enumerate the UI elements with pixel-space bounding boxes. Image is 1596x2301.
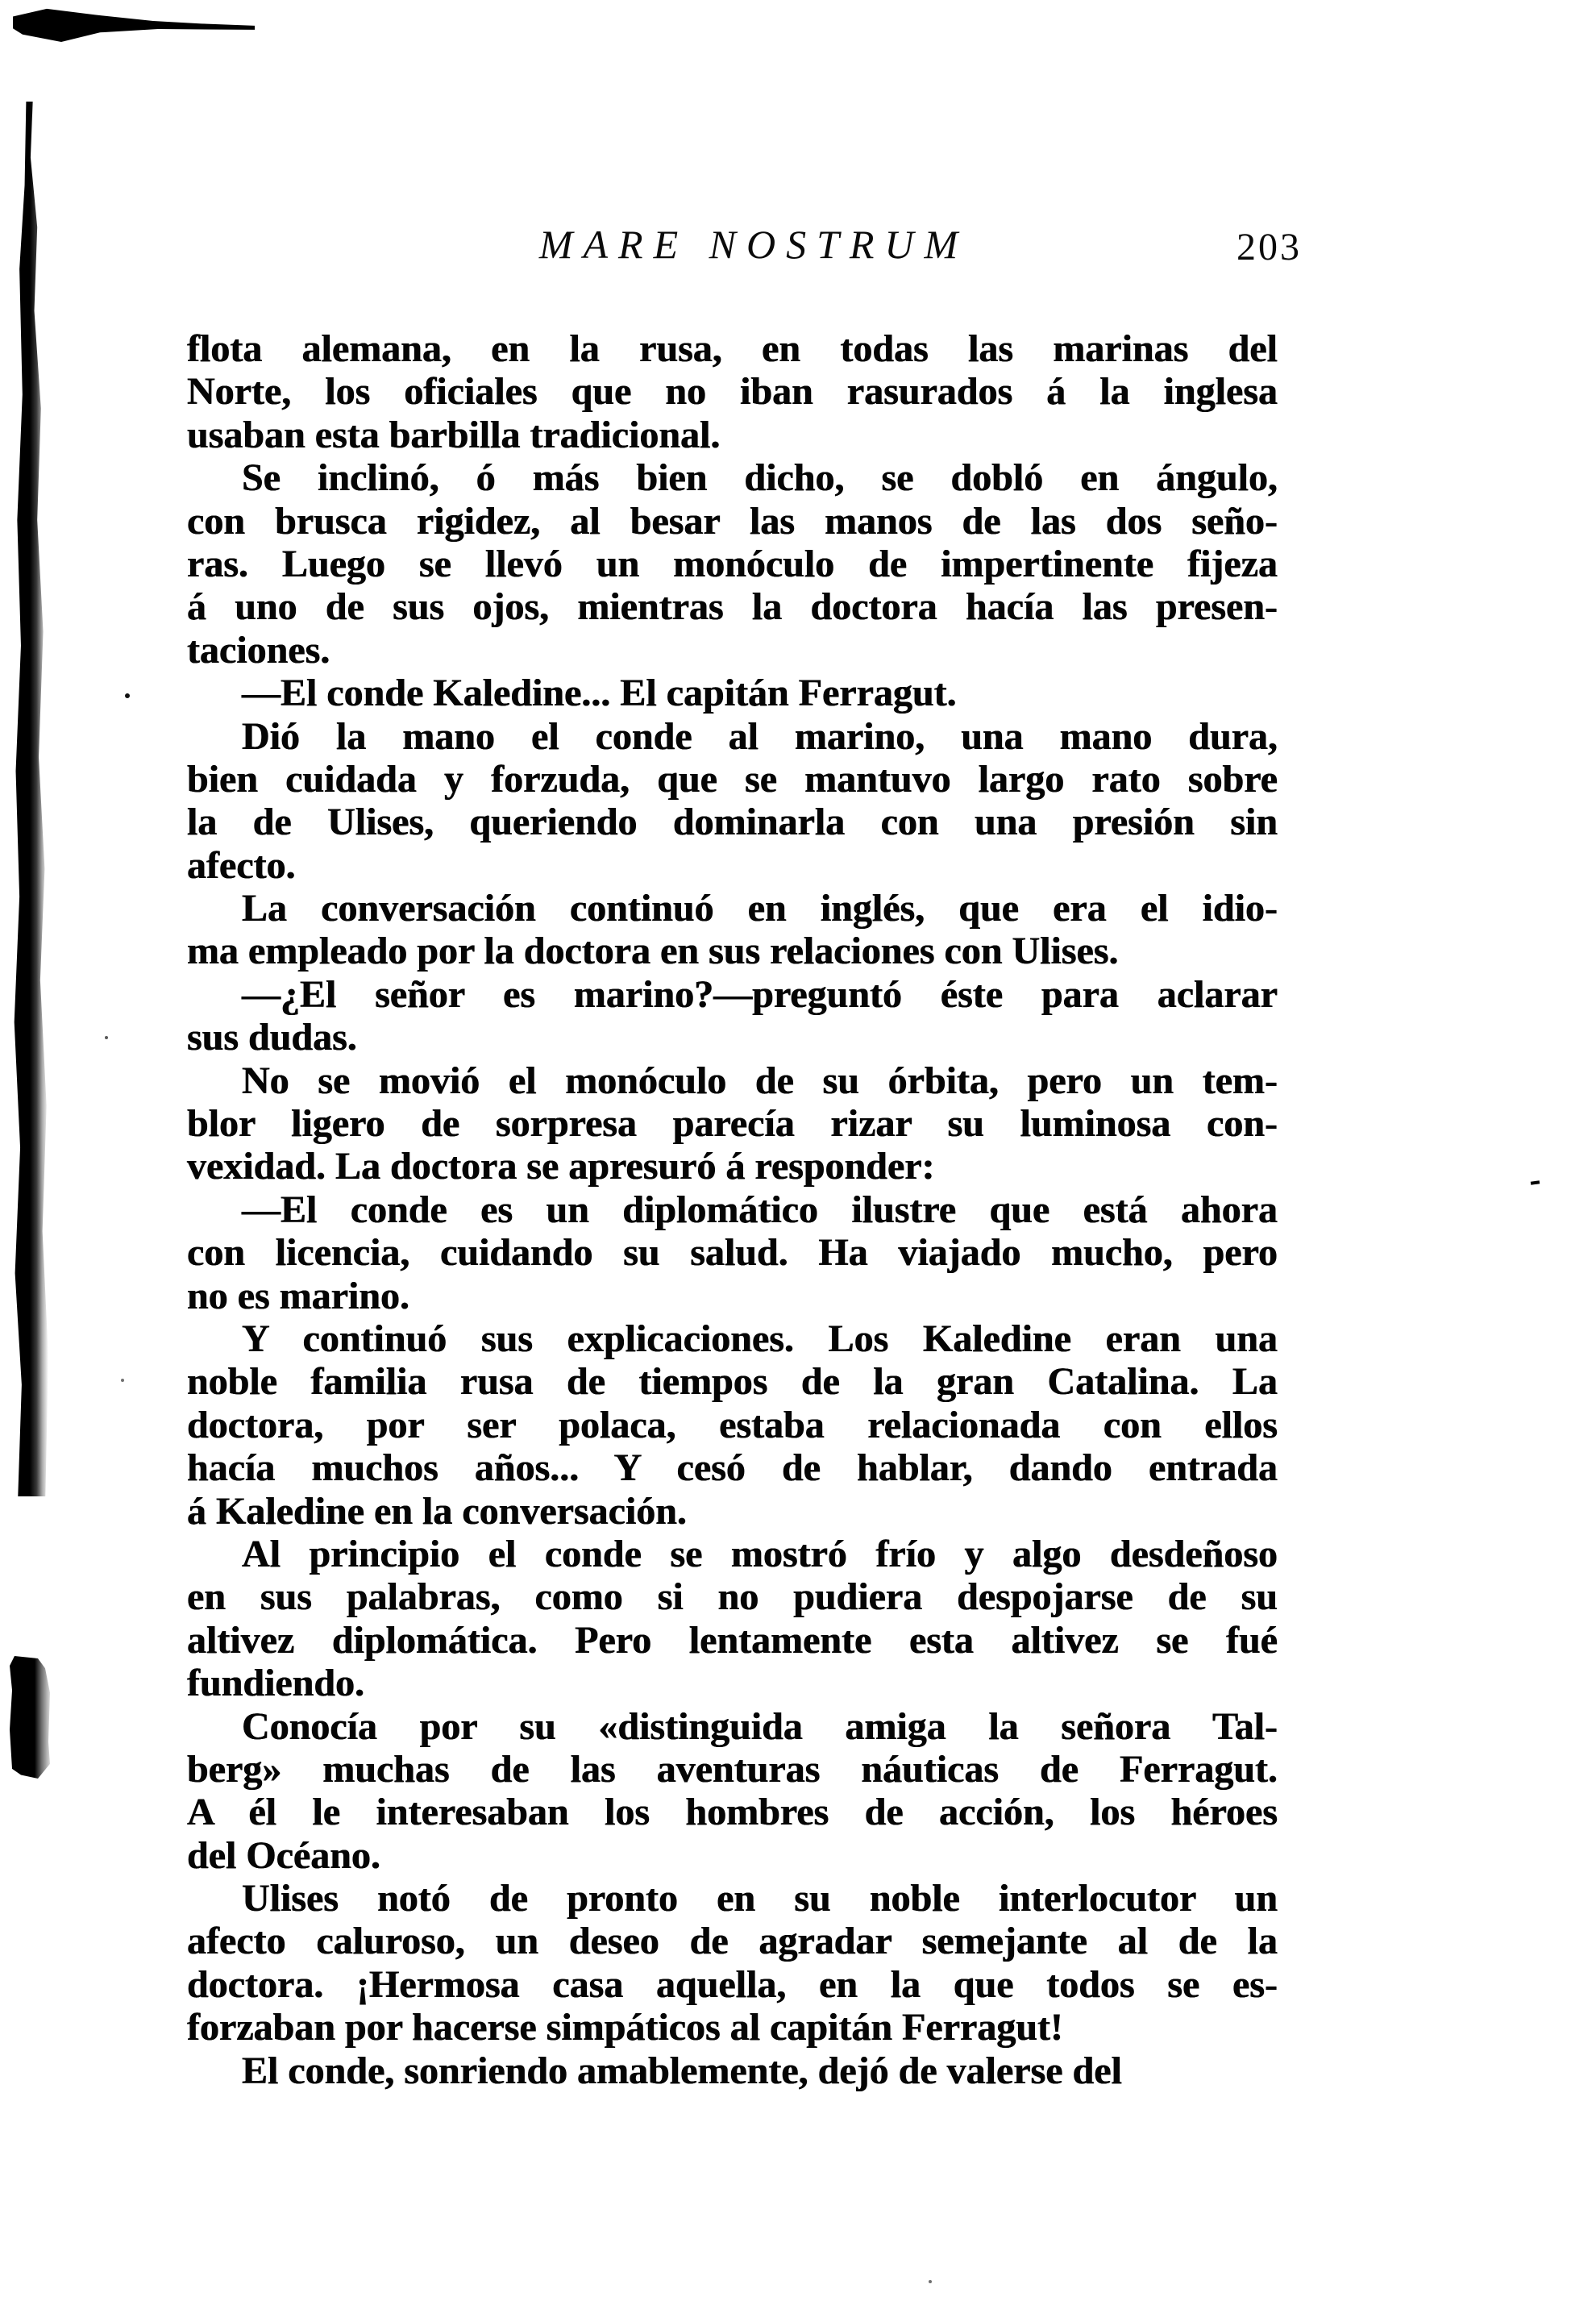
text-block	[187, 327, 1278, 2092]
ink-speck	[125, 693, 130, 698]
text-line: Conocía por su «distinguida amiga la señora Tal-	[242, 1704, 1278, 1748]
binding-shadow-upper	[11, 102, 48, 1496]
text-line: afecto.	[187, 843, 296, 887]
text-line: la de Ulises, queriendo dominarla con una presión sin	[187, 801, 1278, 844]
text-line: afecto caluroso, un deseo de agradar semejante al de la	[187, 1920, 1278, 1963]
text-line: ras. Luego se llevó un monóculo de impertinente fijeza	[187, 542, 1278, 585]
text-line: no es marino.	[187, 1274, 409, 1317]
text-line: —El conde es un diplomático ilustre que está ahora	[242, 1188, 1278, 1231]
text-line: hacía muchos años... Y cesó de hablar, dando entrada	[187, 1446, 1278, 1490]
text-line: berg» muchas de las aventuras náuticas de Ferragut.	[187, 1747, 1278, 1791]
text-line: Dió la mano el conde al marino, una mano dura,	[242, 714, 1278, 758]
text-line: en sus palabras, como si no pudiera despojarse de su	[187, 1575, 1278, 1619]
text-line: fundiendo.	[187, 1662, 365, 1705]
text-line: —¿El señor es marino?—preguntó éste para aclarar	[242, 972, 1278, 1016]
text-line: bien cuidada y forzuda, que se mantuvo largo rato sobre	[187, 757, 1278, 801]
text-line: usaban esta barbilla tradicional.	[187, 413, 721, 456]
running-header-title: MARE NOSTRUM	[538, 222, 969, 267]
text-line: noble familia rusa de tiempos de la gran Catalina. La	[187, 1360, 1278, 1404]
text-line: doctora. ¡Hermosa casa aquella, en la que todos se es-	[187, 1962, 1278, 2006]
page-number: 203	[1236, 226, 1302, 268]
ink-speck	[105, 1036, 108, 1039]
text-line: á uno de sus ojos, mientras la doctora hacía las presen-	[187, 585, 1278, 629]
text-line: con licencia, cuidando su salud. Ha viajado mucho, pero	[187, 1231, 1278, 1275]
ink-smudge-top-left	[13, 8, 255, 42]
text-line: vexidad. La doctora se apresuró á responder:	[187, 1145, 935, 1188]
text-line: doctora, por ser polaca, estaba relacionada con ellos	[187, 1403, 1278, 1446]
text-line: taciones.	[187, 628, 330, 672]
text-line: Y continuó sus explicaciones. Los Kaledine eran una	[242, 1317, 1278, 1360]
text-line: flota alemana, en la rusa, en todas las marinas del	[187, 327, 1278, 370]
text-line: —El conde Kaledine... El capitán Ferragut.	[242, 672, 957, 715]
text-line: Ulises notó de pronto en su noble interlocutor un	[242, 1877, 1278, 1920]
ink-speck	[121, 1379, 124, 1382]
text-line: sus dudas.	[187, 1016, 357, 1059]
text-line: Al principio el conde se mostró frío y algo desdeñoso	[242, 1532, 1278, 1575]
text-line: Se inclinó, ó más bien dicho, se dobló en ángulo,	[242, 456, 1278, 500]
ink-speck	[929, 2280, 932, 2283]
stray-ink-mark	[1531, 1180, 1540, 1184]
text-line: El conde, sonriendo amablemente, dejó de valerse del	[242, 2049, 1122, 2092]
binding-shadow-lower	[10, 1656, 50, 1779]
text-line: Norte, los oficiales que no iban rasurados á la inglesa	[187, 370, 1278, 414]
text-line: á Kaledine en la conversación.	[187, 1489, 687, 1533]
text-line: altivez diplomática. Pero lentamente esta altivez se fué	[187, 1618, 1278, 1662]
text-line: ma empleado por la doctora en sus relaciones con Ulises.	[187, 930, 1119, 973]
text-line: La conversación continuó en inglés, que era el idio-	[242, 887, 1278, 930]
text-line: No se movió el monóculo de su órbita, pero un tem-	[242, 1059, 1278, 1102]
text-line: blor ligero de sorpresa parecía rizar su luminosa con-	[187, 1102, 1278, 1146]
text-line: forzaban por hacerse simpáticos al capitán Ferragut!	[187, 2006, 1063, 2049]
text-line: A él le interesaban los hombres de acción, los héroes	[187, 1791, 1278, 1834]
text-line: con brusca rigidez, al besar las manos de las dos seño-	[187, 499, 1278, 543]
text-line: del Océano.	[187, 1833, 380, 1877]
